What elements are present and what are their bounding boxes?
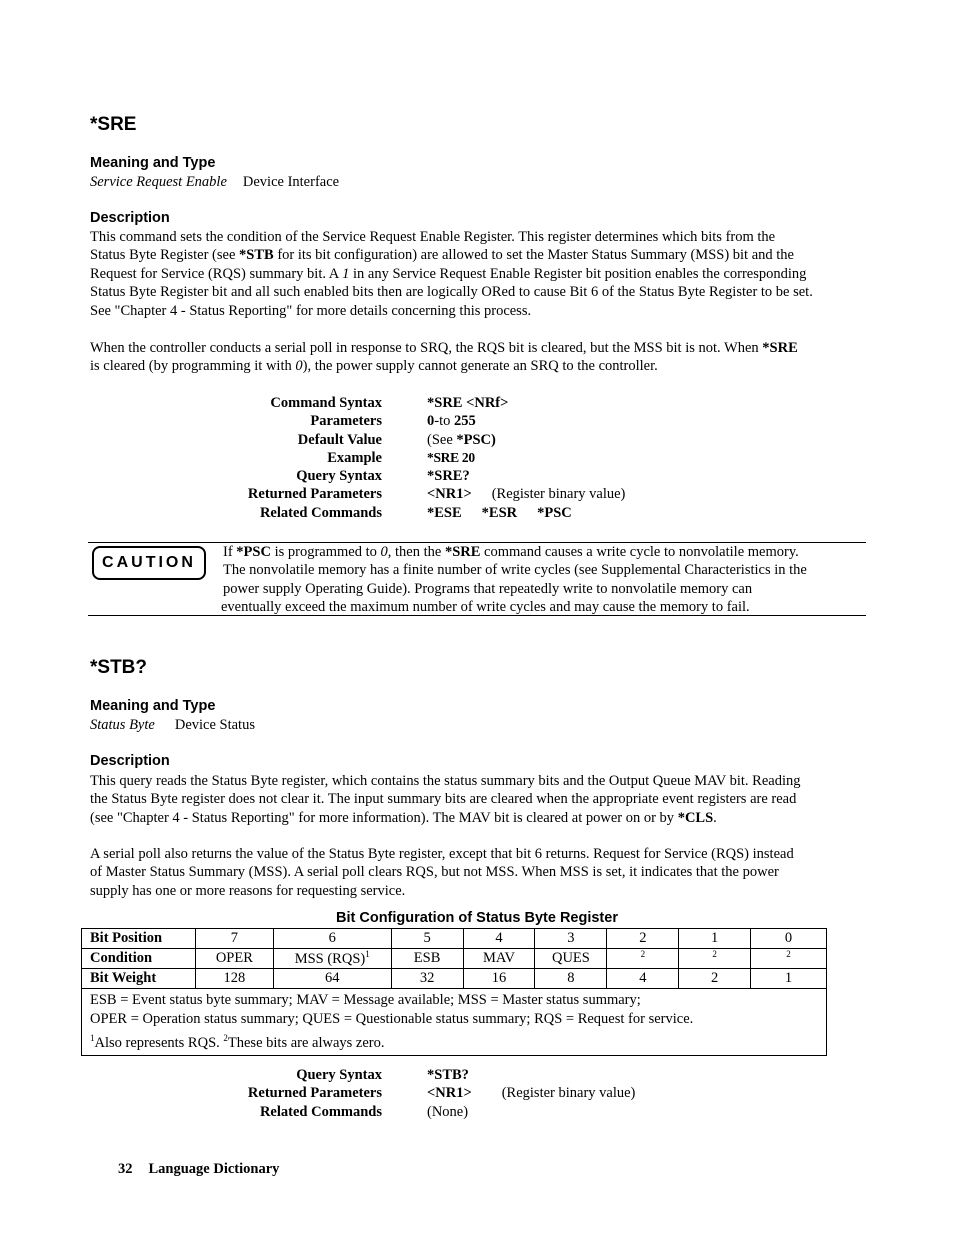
- row-header: Condition: [82, 949, 196, 969]
- table-cell: 64: [273, 969, 391, 989]
- table-cell: 5: [391, 929, 463, 949]
- section-heading-sre: *SRE: [90, 114, 137, 135]
- description-paragraph-1: This query reads the Status Byte register, which contains the status summary bits and the Output Queue MAV bit. Reading the Status Byte register does not clear it. The input summary bits are cleared when the appropriate event registers are read (see "Chapter 4 - Status Reporting" for more information). The MAV bit is cleared at power on or by *CLS.: [90, 773, 801, 826]
- description-paragraph-1: This command sets the condition of the Service Request Enable Register. This register determines which bits from the Status Byte Register (see *STB for its bit configuration) are allowed to set the Master Status Summary (MSS) bit and the Request for Service (RQS) summary bit. A 1 in any Service Request Enable Register bit position enables the corresponding Status Byte Register bit and all such enabled bits then are logically ORed to cause Bit 6 of the Status Byte Register to be set. See "Chapter 4 - Status Reporting" for more details concerning this process.: [90, 229, 813, 319]
- related-commands: *ESE *ESR *PSC: [427, 504, 572, 521]
- table-cell: 32: [391, 969, 463, 989]
- related-commands: (None): [427, 1103, 469, 1120]
- table-cell: 1: [679, 929, 751, 949]
- meaning-type: Device Interface: [242, 174, 340, 190]
- table-cell: 4: [463, 929, 535, 949]
- table-note: ESB = Event status byte summary; MAV = Message available; MSS = Master status summary; OPER = Operation status summary; QUES = Questionable status summary; RQS = Request for service. $^1$Also represents RQS. $^2$These bits are always zero.: [82, 989, 827, 1056]
- caution-badge: CAUTION: [92, 546, 206, 580]
- table-row: [82, 949, 827, 969]
- table-cell: OPER: [195, 949, 273, 969]
- table-cell: 2: [679, 949, 751, 969]
- sre-parameter-values: [427, 394, 625, 522]
- table-cell: QUES: [535, 949, 607, 969]
- query-syntax: *STB?: [427, 1067, 469, 1083]
- meaning-line: [90, 173, 339, 191]
- table-cell: 1: [751, 969, 827, 989]
- returned-parameters: <NR1> (Register binary value): [427, 486, 626, 503]
- description-heading: Description: [90, 210, 170, 226]
- meaning-name: Status Byte: [90, 717, 155, 733]
- command-syntax: *SRE <NRf>: [427, 395, 509, 411]
- table-cell: 2: [679, 969, 751, 989]
- page-number: 32: [118, 1161, 133, 1177]
- status-byte-table: [81, 928, 827, 1056]
- table-cell: ESB: [391, 949, 463, 969]
- table-cell: 6: [273, 929, 391, 949]
- table-cell: MSS (RQS)$^1$: [273, 949, 391, 969]
- table-cell: 2: [607, 929, 679, 949]
- table-cell: 0: [751, 929, 827, 949]
- table-cell: 128: [195, 969, 273, 989]
- row-header: Bit Position: [82, 929, 196, 949]
- stb-parameter-values: [427, 1066, 635, 1121]
- table-cell: 7: [195, 929, 273, 949]
- table-cell: 3: [535, 929, 607, 949]
- table-cell: 16: [463, 969, 535, 989]
- page-footer: [118, 1161, 279, 1178]
- table-row: [82, 969, 827, 989]
- footer-section: Language Dictionary: [148, 1161, 280, 1177]
- table-cell: 8: [535, 969, 607, 989]
- table-title: Bit Configuration of Status Byte Register: [336, 910, 618, 926]
- caution-bottom-rule: [88, 615, 866, 616]
- parameters-range: 0-to 255: [427, 413, 476, 430]
- returned-parameters: <NR1> (Register binary value): [427, 1085, 636, 1102]
- table-cell: MAV: [463, 949, 535, 969]
- example-command: *SRE 20: [427, 449, 475, 465]
- description-paragraph-2: A serial poll also returns the value of the Status Byte register, except that bit 6 returns. Request for Service (RQS) instead of Master Status Summary (MSS). A serial poll clears RQS, but not MSS. When MSS is set, it indicates that the power supply has one or more reasons for requesting service.: [90, 846, 794, 899]
- row-header: Bit Weight: [82, 969, 196, 989]
- description-heading: Description: [90, 753, 170, 769]
- stb-parameter-labels: Query Syntax Returned Parameters Related Commands: [247, 1067, 382, 1120]
- query-syntax: *SRE?: [427, 468, 470, 485]
- section-heading-stb: *STB?: [90, 657, 147, 678]
- table-cell: 2: [607, 949, 679, 969]
- meaning-name: Service Request Enable: [90, 174, 227, 190]
- default-value: (See *PSC): [427, 431, 496, 448]
- table-note-row: [82, 989, 827, 1056]
- table-cell: 2: [751, 949, 827, 969]
- caution-text: If *PSC is programmed to 0, then the *SRE command causes a write cycle to nonvolatile memory. The nonvolatile memory has a finite number of write cycles (see Supplemental Characteristics in the power supply Operating Guide). Programs that repeatedly write to nonvolatile memory can eventually exceed the maximum number of write cycles and may cause the memory to fail.: [221, 544, 807, 616]
- meaning-line: [90, 716, 255, 734]
- sre-parameter-labels: Command Syntax Parameters Default Value Example Query Syntax Returned Parameters Related Commands: [247, 395, 382, 521]
- meaning-heading: Meaning and Type: [90, 155, 216, 171]
- table-cell: 4: [607, 969, 679, 989]
- description-paragraph-2: When the controller conducts a serial poll in response to SRQ, the RQS bit is cleared, but the MSS bit is not. When *SRE is cleared (by programming it with 0), the power supply cannot generate an SRQ to the controller.: [90, 340, 798, 375]
- table-row: [82, 929, 827, 949]
- meaning-type: Device Status: [174, 717, 255, 733]
- meaning-heading: Meaning and Type: [90, 698, 216, 714]
